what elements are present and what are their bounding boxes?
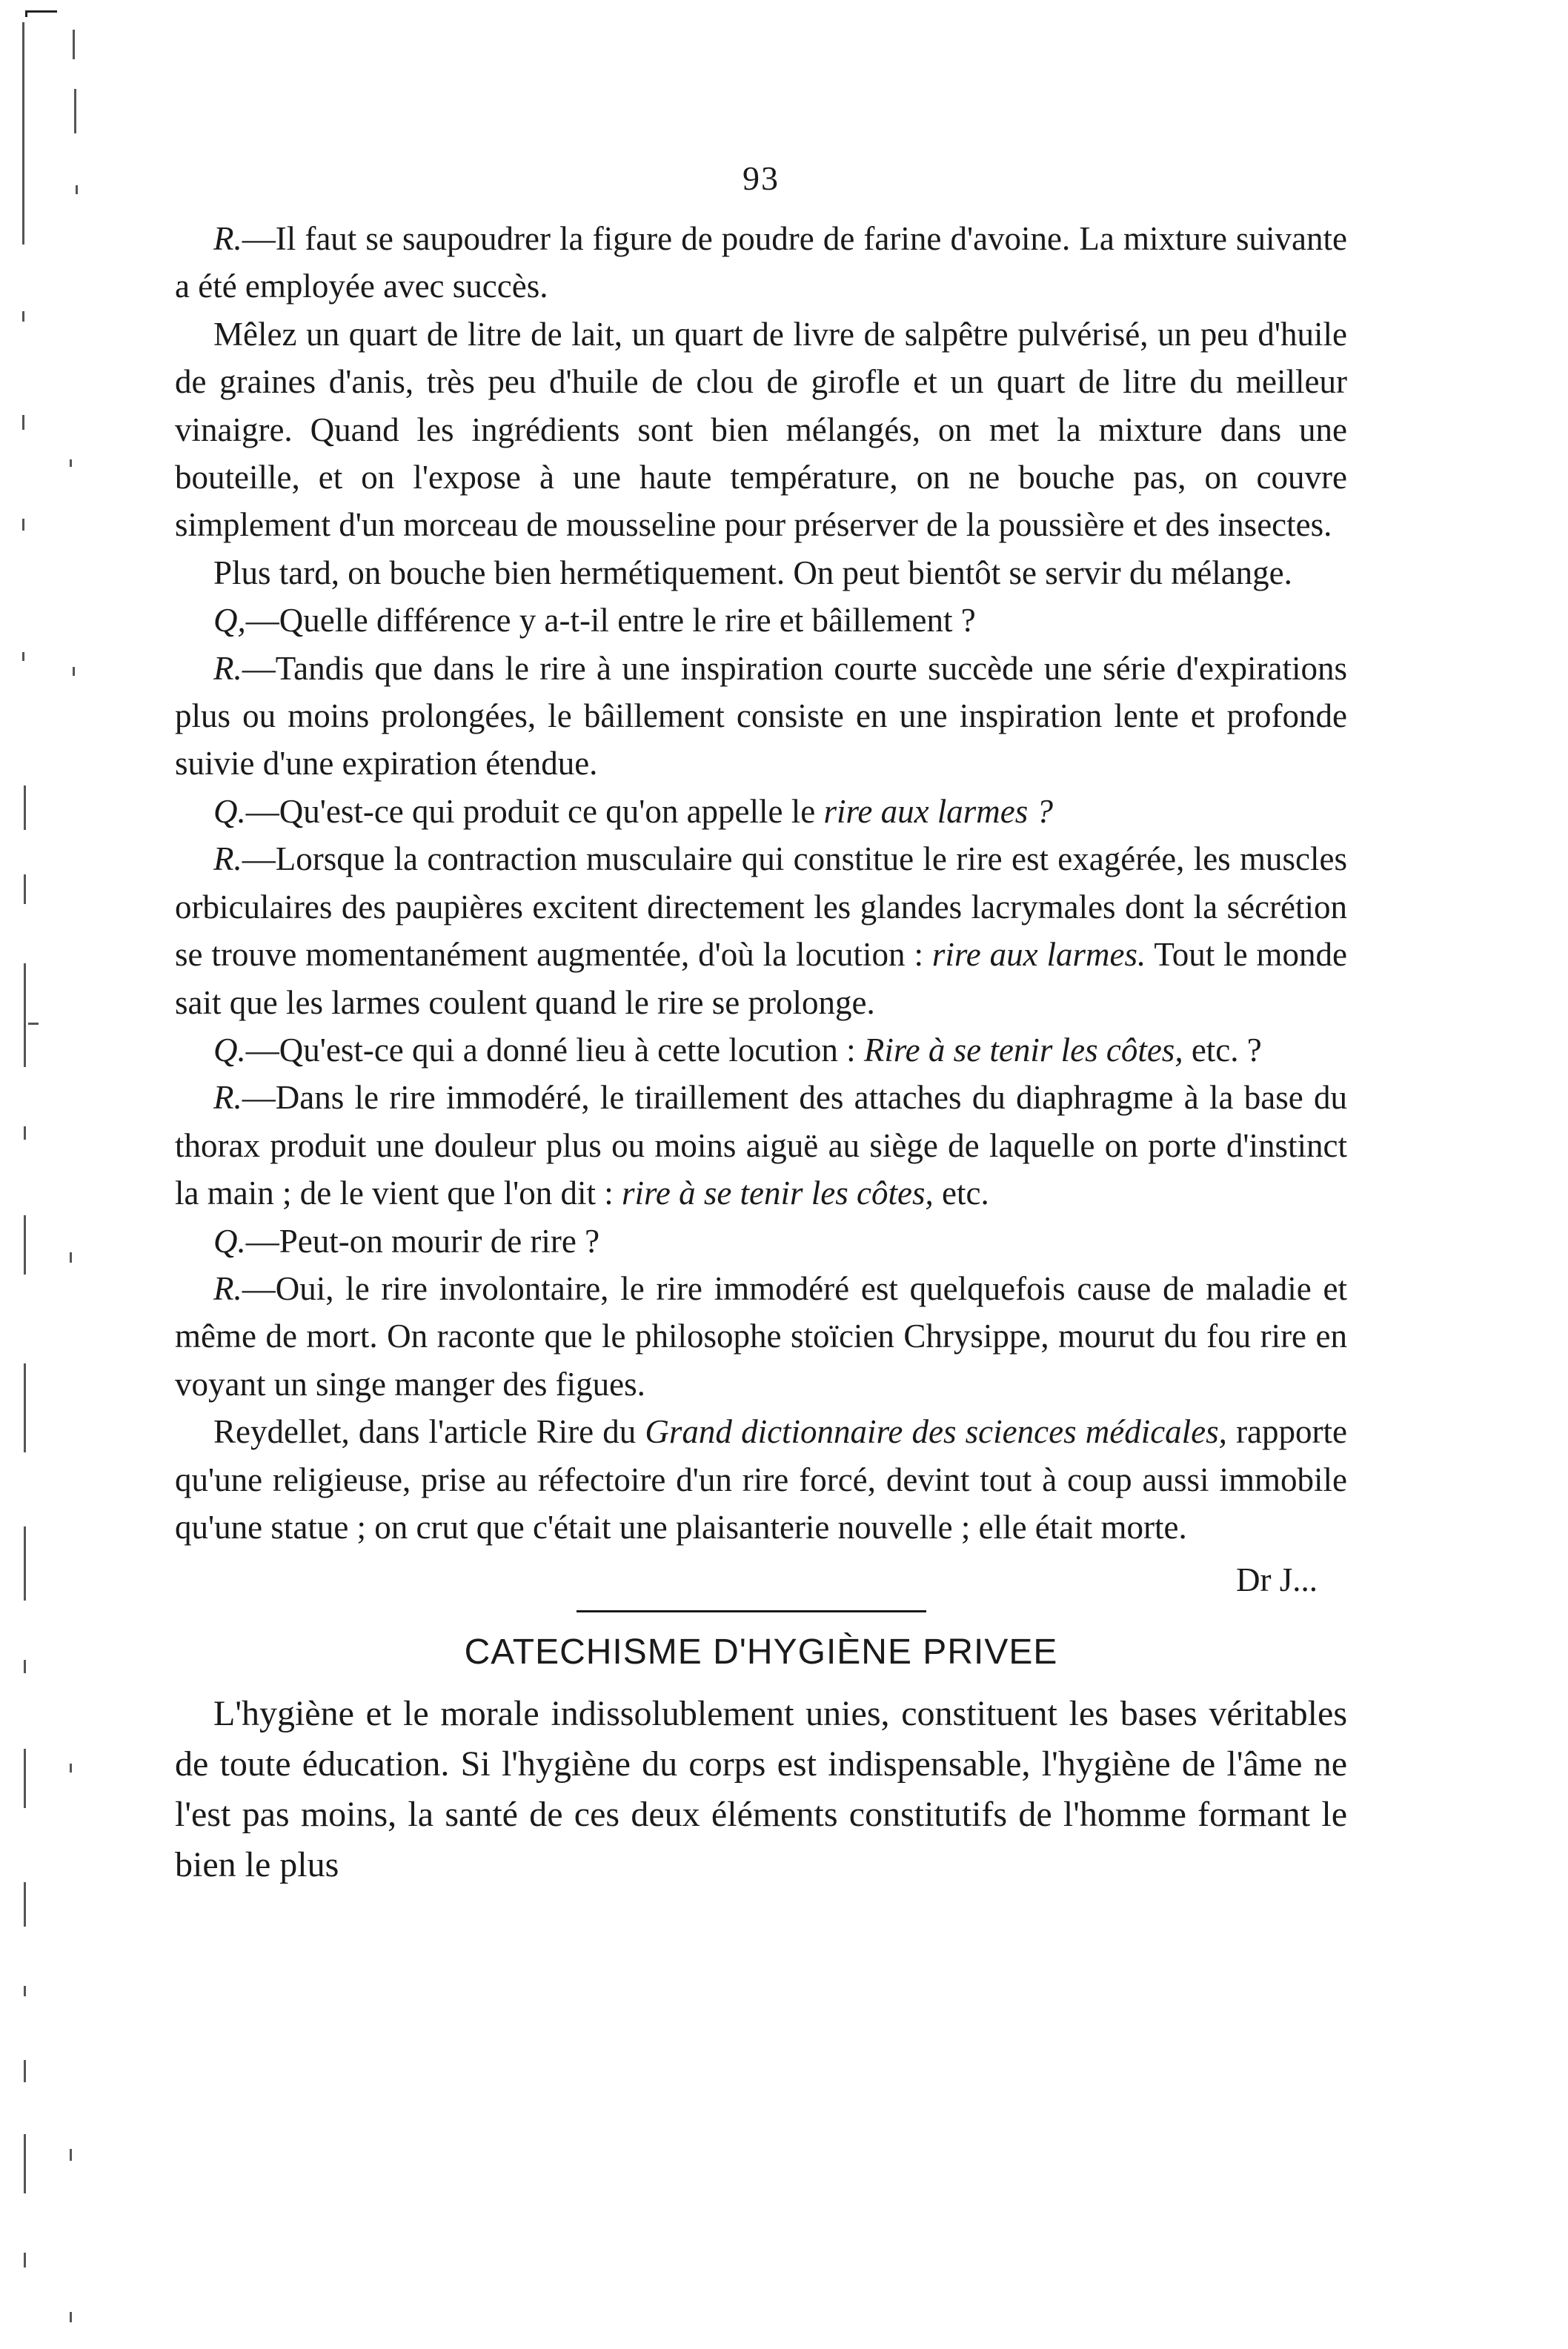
paragraph: Mêlez un quart de litre de lait, un quart de livre de salpêtre pulvérisé, un peu d'huile de graines d'anis, très peu d'huile de clou de girofle et un quart de litre du meilleur vinaigre. Quand les ingrédients sont bien mélangés, on met la mixture dans une bouteille, et on l'expose à une haute température, on ne bouche pas, on couvre simplement d'un morceau de mousseline pour préserver de la poussière et des insectes. bbox=[175, 315, 1347, 544]
paragraph: R.—Il faut se saupoudrer la figure de poudre de farine d'avoine. La mixture suivante a été employée avec succès. bbox=[175, 220, 1347, 305]
paragraph: Q,—Quelle différence y a-t-il entre le rire et bâillement ? bbox=[213, 602, 976, 639]
paragraph: R.—Tandis que dans le rire à une inspiration courte succède une série d'expirations plus ou moins prolongées, le bâillement consiste en une inspiration lente et profonde suivie d'une expiration étendue. bbox=[175, 649, 1347, 783]
section-divider bbox=[577, 1610, 926, 1612]
paragraph: Q.—Qu'est-ce qui produit ce qu'on appelle le rire aux larmes ? bbox=[213, 792, 1054, 830]
paragraph: R.—Dans le rire immodéré, le tiraillement des attaches du diaphragme à la base du thorax produit une douleur plus ou moins aiguë au siège de laquelle on porte d'instinct la main ; de le vient que l'on dit : rire à se tenir les côtes, etc. bbox=[175, 1079, 1347, 1212]
paragraph: Reydellet, dans l'article Rire du Grand dictionnaire des sciences médicales, rapporte qu'une religieuse, prise au réfectoire d'un rire forcé, devint tout à coup aussi immobile qu'une statue ; on crut que c'était une plaisanterie nouvelle ; elle était morte. bbox=[175, 1413, 1347, 1546]
section-paragraph: L'hygiène et le morale indissolublement unies, constituent les bases véritables de toute éducation. Si l'hygiène du corps est indispensable, l'hygiène de l'âme ne l'est pas moins, la santé de ces deux éléments constitutifs de l'homme formant le bien le plus bbox=[175, 1694, 1347, 1885]
page-content bbox=[175, 111, 1347, 1890]
paragraph: Q.—Qu'est-ce qui a donné lieu à cette locution : Rire à se tenir les côtes, etc. ? bbox=[213, 1031, 1262, 1069]
qa-body bbox=[175, 215, 1347, 1551]
paragraph: R.—Oui, le rire involontaire, le rire immodéré est quelquefois cause de maladie et même de mort. On raconte que le philosophe stoïcien Chrysippe, mourut du fou rire en voyant un singe manger des figues. bbox=[175, 1269, 1347, 1403]
page-number: 93 bbox=[743, 159, 780, 197]
paragraph: Plus tard, on bouche bien hermétiquement. On peut bientôt se servir du mélange. bbox=[213, 554, 1292, 591]
paragraph: Q.—Peut-on mourir de rire ? bbox=[213, 1222, 600, 1260]
paragraph: R.—Lorsque la contraction musculaire qui constitue le rire est exagérée, les muscles orbiculaires des paupières excitent directement les glandes lacrymales dont la sécrétion se trouve momentanément augmentée, d'où la locution : rire aux larmes. Tout le monde sait que les larmes coulent quand le rire se prolonge. bbox=[175, 840, 1347, 1021]
section-title: CATECHISME D'HYGIÈNE PRIVEE bbox=[464, 1632, 1058, 1672]
scan-margin-artifacts bbox=[21, 0, 110, 2349]
signature: Dr J... bbox=[1236, 1561, 1318, 1599]
